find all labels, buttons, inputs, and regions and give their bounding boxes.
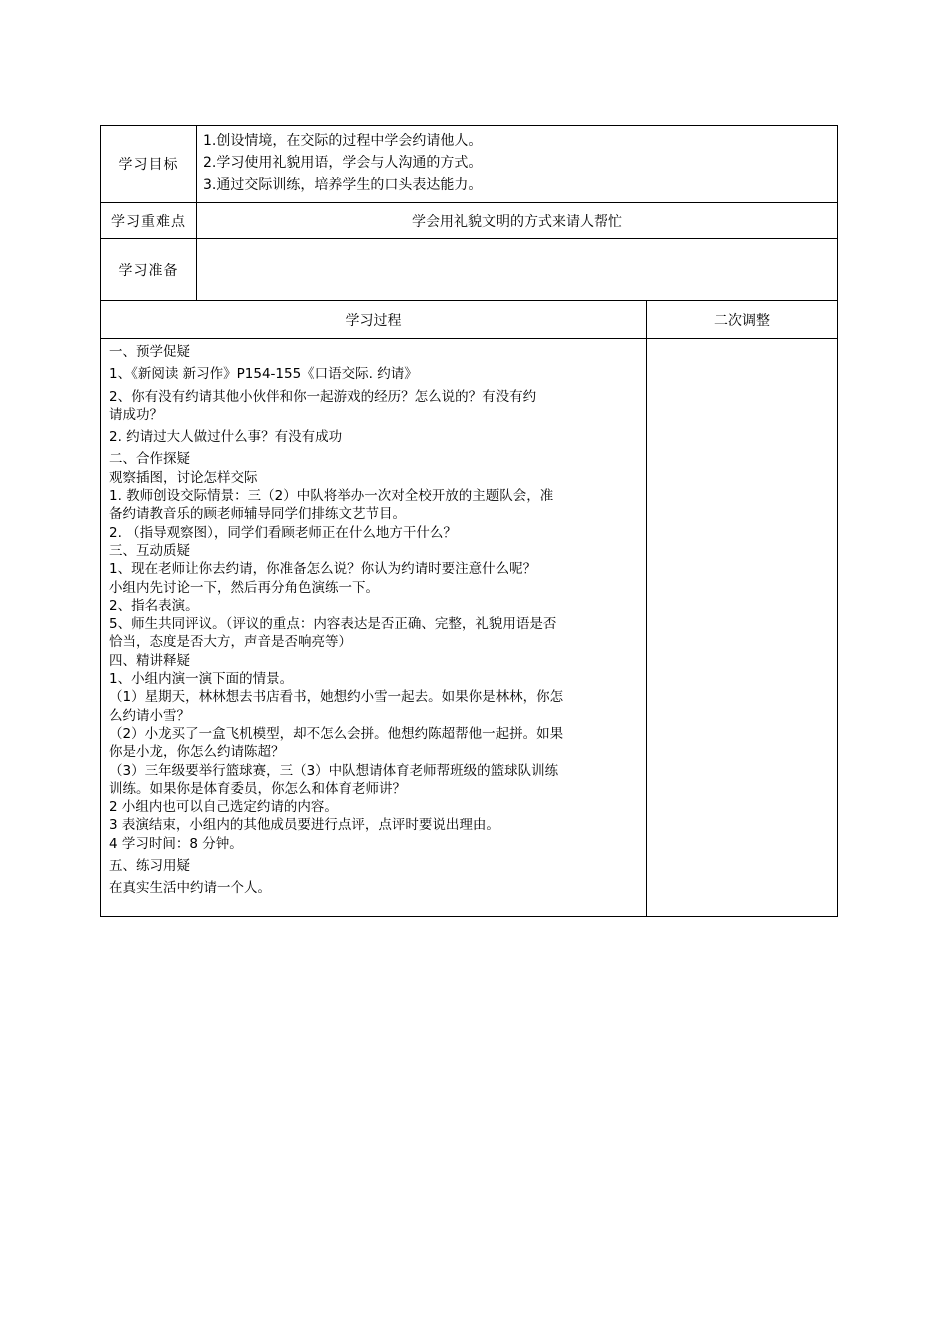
process-body-row (101, 339, 838, 917)
process-line: 2 小组内也可以自己选定约请的内容。 (109, 799, 338, 816)
process-line: 观察插图，讨论怎样交际 (109, 469, 258, 486)
process-line: 2. （指导观察图），同学们看顾老师正在什么地方干什么？ (109, 524, 457, 541)
process-line: （1）星期天，林林想去书店看书，她想约小雪一起去。如果你是林林，你怎 (109, 689, 564, 706)
process-header-row (101, 301, 838, 339)
process-line: 五、练习用疑 (109, 858, 190, 875)
prep-row (101, 239, 838, 301)
process-line: 4 学习时间：8 分钟。 (109, 835, 243, 852)
process-line: 一、预学促疑 (109, 344, 190, 360)
process-line: 1. 教师创设交际情景：三（2）中队将举办一次对全校开放的主题队会，准 (109, 488, 554, 505)
process-line: 1、《新阅读 新习作》P154-155《口语交际. 约请》 (109, 366, 418, 383)
process-line: 2、你有没有约请其他小伙伴和你一起游戏的经历？怎么说的？有没有约 (109, 388, 537, 405)
process-line: 备约请教音乐的顾老师辅导同学们排练文艺节目。 (109, 506, 406, 523)
process-line: 在真实生活中约请一个人。 (109, 880, 271, 897)
prep-label: 学习准备 (101, 239, 197, 301)
process-line: 四、精讲释疑 (109, 652, 190, 669)
process-content (101, 339, 647, 917)
adjust-header: 二次调整 (647, 301, 838, 339)
lesson-plan-table (100, 125, 838, 917)
goal-cell (197, 126, 838, 203)
goal-line: 3.通过交际训练，培养学生的口头表达能力。 (203, 177, 483, 193)
key-text: 学会用礼貌文明的方式来请人帮忙 (197, 203, 838, 239)
process-line: （3）三年级要举行篮球赛，三（3）中队想请体育老师帮班级的篮球队训练 (109, 762, 559, 779)
process-line: 你是小龙，你怎么约请陈超？ (109, 744, 285, 761)
goal-line: 1.创设情境，在交际的过程中学会约请他人。 (203, 133, 483, 149)
prep-text (197, 239, 838, 301)
key-label: 学习重难点 (101, 203, 197, 239)
process-header: 学习过程 (101, 301, 647, 339)
process-line: 1、现在老师让你去约请，你准备怎么说？你认为约请时要注意什么呢？ (109, 561, 537, 578)
process-line: 2. 约请过大人做过什么事？有没有成功 (109, 429, 343, 446)
process-line: 5、师生共同评议。（评议的重点：内容表达是否正确、完整，礼貌用语是否 (109, 616, 557, 633)
process-line: 小组内先讨论一下，然后再分角色演练一下。 (109, 579, 379, 596)
key-row (101, 203, 838, 239)
process-line: 请成功？ (109, 406, 163, 423)
process-line: 1、小组内演一演下面的情景。 (109, 671, 294, 688)
goal-line: 2.学习使用礼貌用语，学会与人沟通的方式。 (203, 155, 483, 171)
process-line: 恰当，态度是否大方，声音是否响亮等） (109, 634, 352, 651)
process-line: 3 表演结束，小组内的其他成员要进行点评，点评时要说出理由。 (109, 817, 500, 834)
goal-row (101, 126, 838, 203)
process-line: 2、指名表演。 (109, 597, 199, 614)
process-line: 二、合作探疑 (109, 451, 190, 468)
process-line: 训练。如果你是体育委员，你怎么和体育老师讲？ (109, 780, 406, 797)
process-line: 三、互动质疑 (109, 542, 190, 559)
adjust-content (647, 339, 838, 917)
goal-label: 学习目标 (101, 126, 197, 203)
process-line: （2）小龙买了一盒飞机模型，却不怎么会拼。他想约陈超帮他一起拼。如果 (109, 725, 564, 742)
process-line: 么约请小雪？ (109, 707, 190, 724)
